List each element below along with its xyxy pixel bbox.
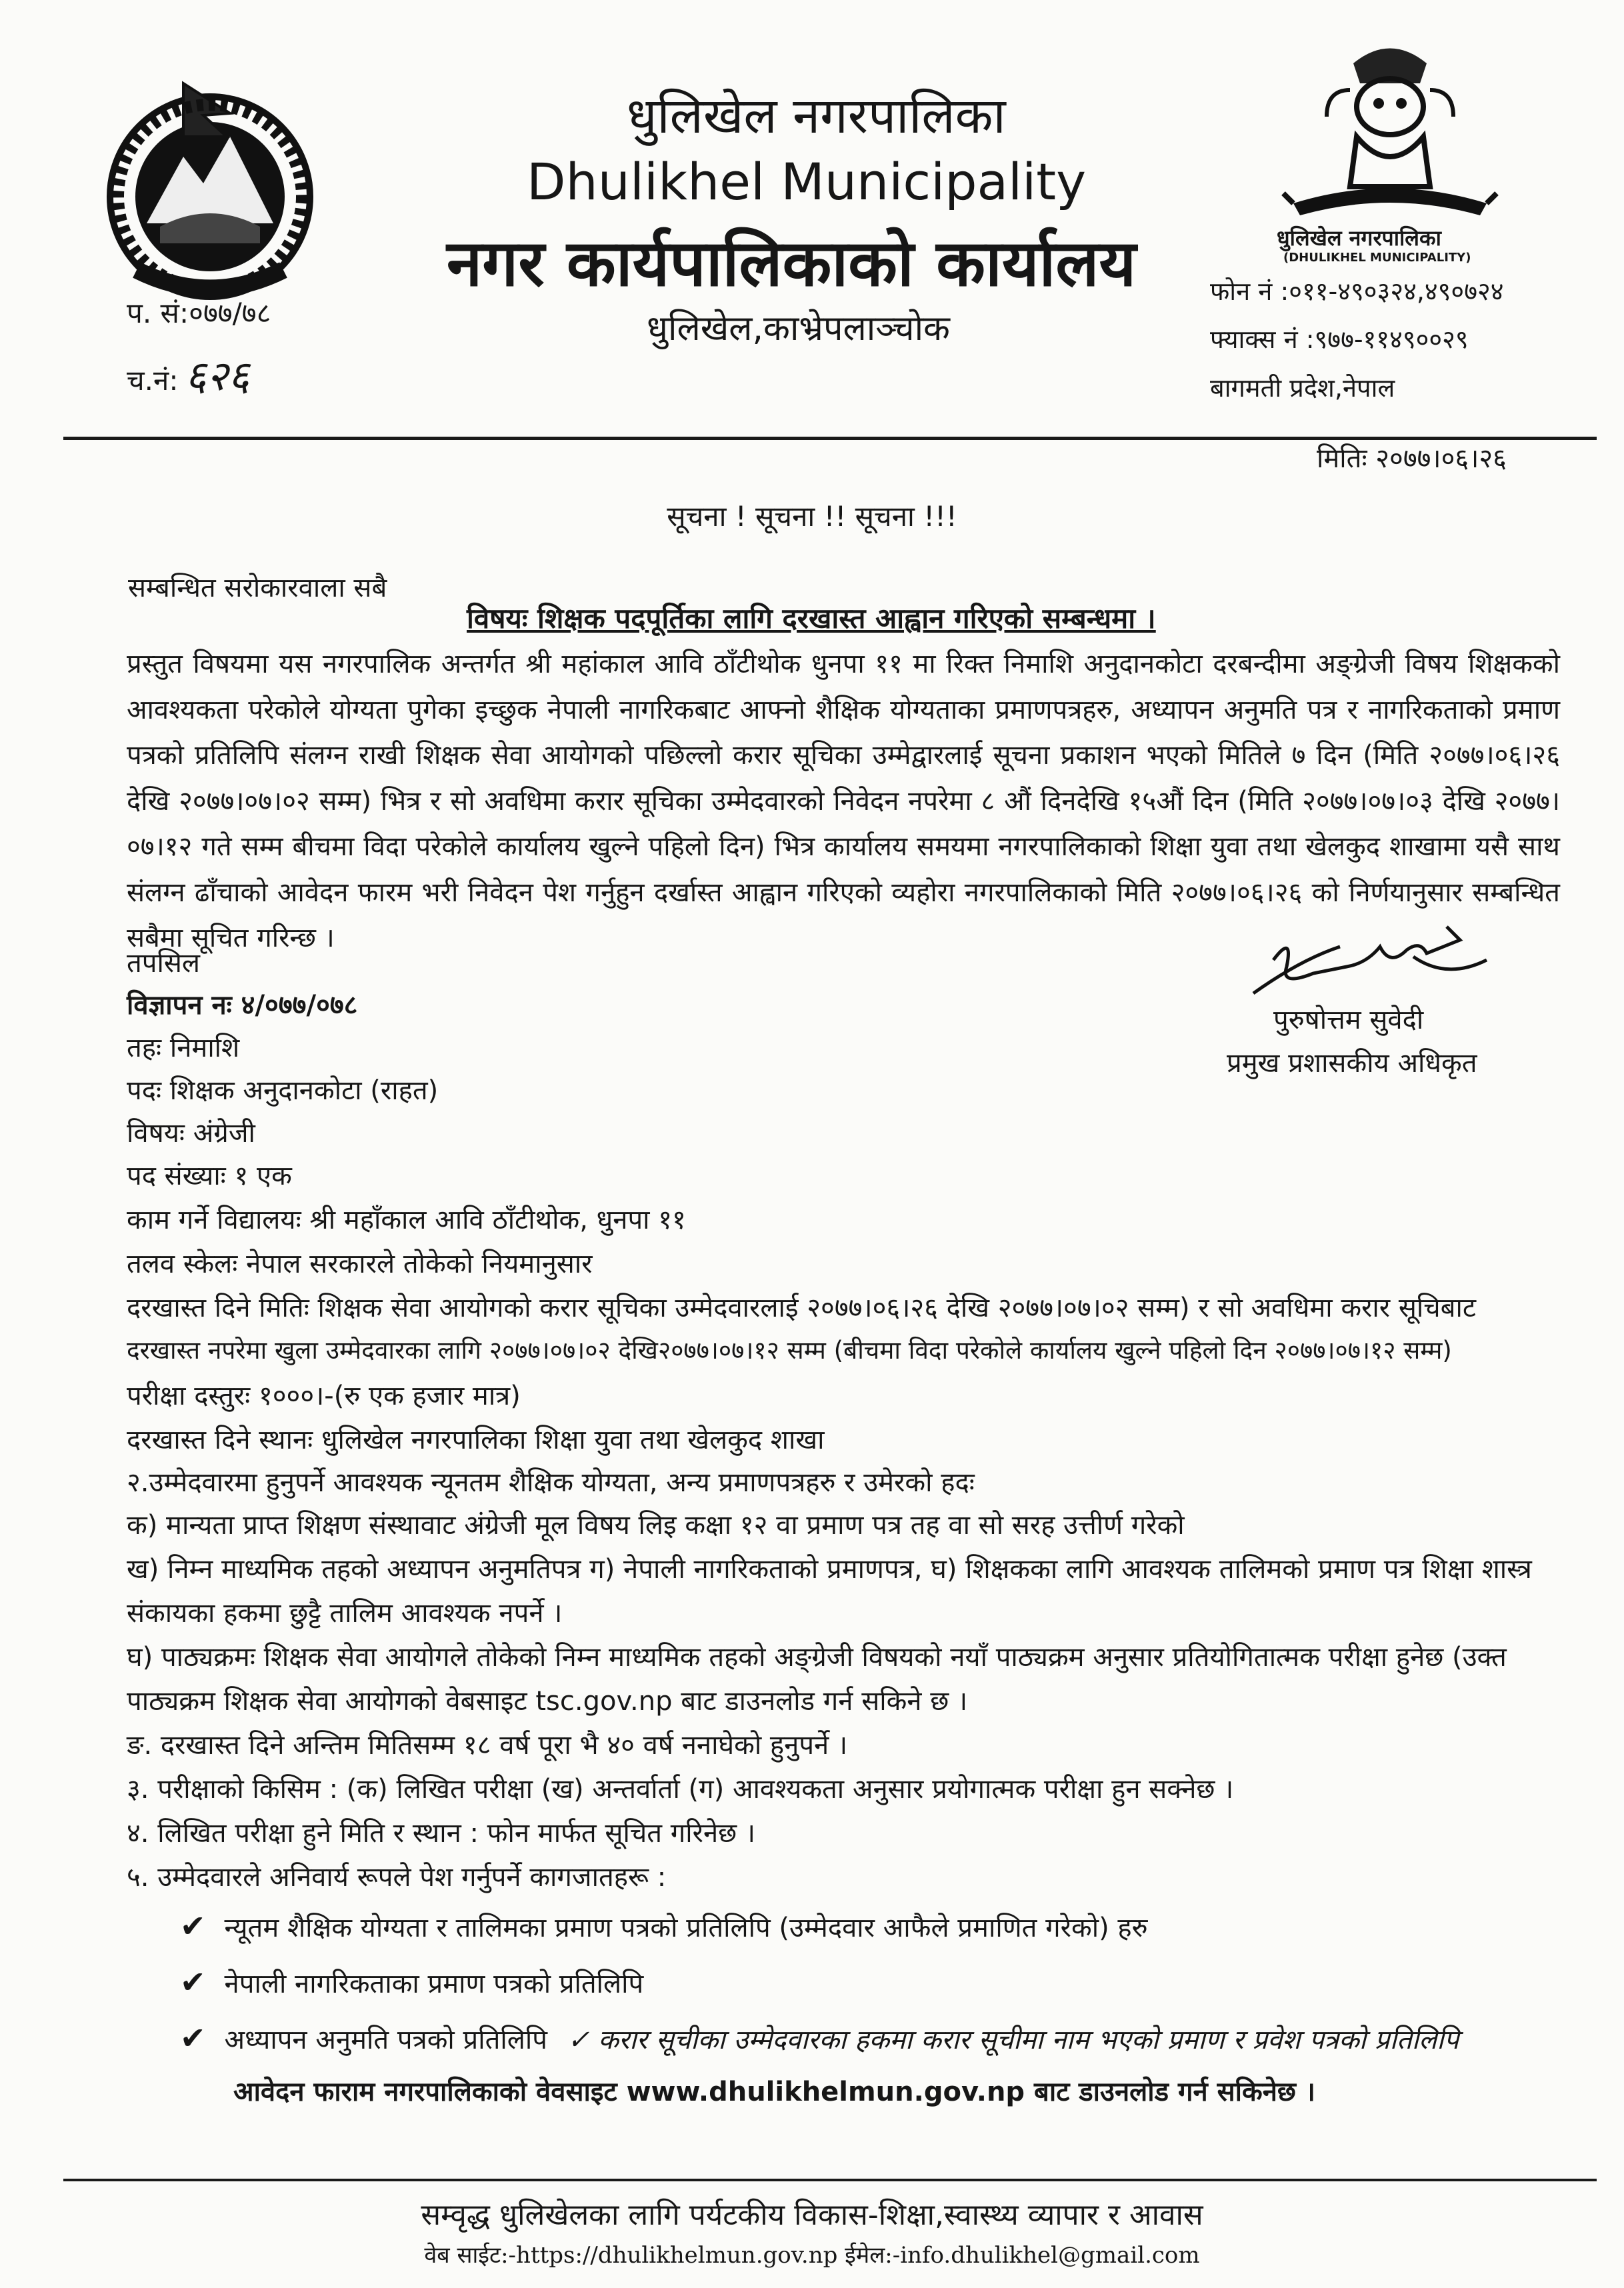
- dispatch-value: ६२६: [185, 351, 250, 400]
- qualification-a: क) मान्यता प्राप्त शिक्षण संस्थावाट अंग्रेजी मूल विषय लिइ कक्षा १२ वा प्रमाण पत्र तह वा सो सरह उत्तीर्ण गरेको: [127, 1510, 1185, 1541]
- advertisement-number: विज्ञापन नः ४/०७७/०७८: [127, 990, 358, 1021]
- qualification-b: ख) निम्न माध्यमिक तहको अध्यापन अनुमतिपत्र ग) नेपाली नागरिकताको प्रमाणपत्र, घ) शिक्षकका लागि आवश्यक तालिमको प्रमाण पत्र शिक्षा शास्त्र: [127, 1554, 1532, 1585]
- qualification-heading: २.उम्मेदवारमा हुनुपर्ने आवश्यक न्यूनतम शैक्षिक योग्यता, अन्य प्रमाणपत्रहरु र उमेरको हदः: [127, 1467, 975, 1498]
- nepal-emblem-logo: [97, 57, 323, 310]
- detail-exam-fee: परीक्षा दस्तुरः १०००।-(रु एक हजार मात्र): [127, 1381, 521, 1411]
- logo-right-caption-en: (DHULIKHEL MUNICIPALITY): [1283, 251, 1471, 265]
- detail-post: पदः शिक्षक अनुदानकोटा (राहत): [127, 1075, 439, 1106]
- qualification-age: ङ. दरखास्त दिने अन्तिम मितिसम्म १८ वर्ष पूरा भै ४० वर्ष ननाघेको हुनुपर्ने ।: [127, 1730, 848, 1761]
- office-location: धुलिखेल,काभ्रेपलाञ्चोक: [647, 309, 950, 349]
- reference-number: प. सं:०७७/७८: [127, 297, 271, 329]
- municipality-name-en: Dhulikhel Municipality: [527, 152, 1087, 211]
- footer-slogan: सम्वृद्ध धुलिखेलका लागि पर्यटकीय विकास-शिक्षा,स्वास्थ्य व्यापार र आवास: [421, 2198, 1203, 2232]
- footer-contact: वेब साईट:-https://dhulikhelmun.gov.np ईमेल:-info.dhulikhel@gmail.com: [424, 2242, 1200, 2269]
- check-icon: ✔: [180, 1908, 206, 1944]
- detail-salary: तलव स्केलः नेपाल सरकारले तोकेको नियमानुसार: [127, 1249, 593, 1279]
- detail-post-count: पद संख्याः १ एक: [127, 1161, 292, 1191]
- document-item: [180, 2020, 1459, 2057]
- check-icon: ✔: [180, 2020, 206, 2056]
- notice-heading: सूचना ! सूचना !! सूचना !!!: [667, 500, 957, 533]
- detail-level: तहः निमाशि: [127, 1033, 240, 1063]
- qualification-curriculum-cont: पाठ्यक्रम शिक्षक सेवा आयोगको वेबसाइट tsc.gov.np बाट डाउनलोड गर्न सकिने छ ।: [127, 1686, 968, 1717]
- signatory-title: प्रमुख प्रशासकीय अधिकृत: [1227, 1048, 1477, 1079]
- qualification-b-cont: संकायका हकमा छुट्टै तालिम आवश्यक नपर्ने ।: [127, 1598, 563, 1629]
- footer-divider: [63, 2179, 1597, 2181]
- document-item: [180, 1964, 643, 2001]
- body-paragraph: प्रस्तुत विषयमा यस नगरपालिक अन्तर्गत श्री महांकाल आवि ठाँटीथोक धुनपा ११ मा रिक्त निमाशि अनुदानकोटा दरबन्दीमा अङ्ग्रेजी विषय शिक्षकको आवश्यकता परेकोले योग्यता पुगेका इच्छुक नेपाली नागरिकबाट आफ्नो शैक्षिक योग्यताका प्रमाणपत्रहरु, अध्यापन अनुमति पत्र र नागरिकताको प्रमाण पत्रको प्रतिलिपि संलग्न राखी शिक्षक सेवा आयोगको पछिल्लो करार सूचिका उम्मेद्वारलाई सूचना प्रकाशन भएको मितिले ७ दिन (मिति २०७७।०६।२६ देखि २०७७।०७।०२ सम्म) भित्र र सो अवधिमा करार सूचिका उम्मेदवारको निवेदन नपरेमा ८ औं दिनदेखि १५औं दिन (मिति २०७७।०७।०३ देखि २०७७।०७।१२ गते सम्म बीचमा विदा परेकोले कार्यालय खुल्ने पहिलो दिन) भित्र कार्यालय समयमा नगरपालिकाको शिक्षा युवा तथा खेलकुद शाखामा यसै साथ संलग्न ढाँचाको आवेदन फारम भरी निवेदन पेश गर्नुहुन दर्खास्त आह्वान गरिएको व्यहोरा नगरपालिकाको मिति २०७७।०६।२६ को निर्णयानुसार सम्बन्धित सबैमा सूचित गरिन्छ ।: [127, 649, 1560, 953]
- document-label: न्यूतम शैक्षिक योग्यता र तालिमका प्रमाण पत्रको प्रतिलिपि (उम्मेदवार आफैले प्रमाणित गरेको) हरु: [224, 1913, 1148, 1943]
- document-label: अध्यापन अनुमति पत्रको प्रतिलिपि: [224, 2025, 547, 2055]
- salutation: सम्बन्धित सरोकारवाला सबै: [128, 573, 387, 603]
- signatory-name: पुरुषोत्तम सुवेदी: [1273, 1005, 1424, 1035]
- exam-date-place: ४. लिखित परीक्षा हुने मिति र स्थान : फोन मार्फत सूचित गरिनेछ ।: [127, 1818, 756, 1849]
- qualification-curriculum: घ) पाठ्यक्रमः शिक्षक सेवा आयोगले तोकेको निम्न माध्यमिक तहको अङ्ग्रेजी विषयको नयाँ पाठ्यक्रम अनुसार प्रतियोगितात्मक परीक्षा हुनेछ (उक्त: [127, 1642, 1507, 1673]
- details-heading: तपसिल: [127, 948, 201, 979]
- province: बागमती प्रदेश,नेपाल: [1210, 373, 1395, 403]
- detail-apply-date: दरखास्त दिने मितिः शिक्षक सेवा आयोगको करार सूचिका उम्मेदवारलाई २०७७।०६।२६ देखि २०७७।०७।०२ सम्म) र सो अवधिमा करार सूचिबाट: [127, 1293, 1476, 1323]
- dispatch-number: [127, 347, 249, 403]
- detail-apply-date-cont: दरखास्त नपरेमा खुला उम्मेदवारका लागि २०७७।०७।०२ देखि२०७७।०७।१२ सम्म (बीचमा विदा परेकोले कार्यालय खुल्ने पहिलो दिन २०७७।०७।१२ सम्म): [127, 1336, 1452, 1365]
- subject-line: विषयः शिक्षक पदपूर्तिका लागि दरखास्त आह्वान गरिएको सम्बन्धमा ।: [467, 602, 1156, 635]
- logo-right-caption: धुलिखेल नगरपालिका: [1277, 225, 1441, 251]
- municipality-name-np: धुलिखेल नगरपालिका: [627, 87, 1006, 145]
- exam-type: ३. परीक्षाको किसिम : (क) लिखित परीक्षा (ख) अन्तर्वार्ता (ग) आवश्यकता अनुसार प्रयोगात्मक परीक्षा हुन सक्नेछ ।: [127, 1774, 1234, 1805]
- form-download-note: आवेदन फाराम नगरपालिकाको वेवसाइट www.dhulikhelmun.gov.np बाट डाउनलोड गर्न सकिनेछ ।: [233, 2077, 1316, 2107]
- handwritten-note: ✓ करार सूचीका उम्मेदवारका हकमा करार सूचीमा नाम भएको प्रमाण र प्रवेश पत्रको प्रतिलिपि: [567, 2025, 1459, 2055]
- document-label: नेपाली नागरिकताका प्रमाण पत्रको प्रतिलिपि: [224, 1969, 644, 1999]
- documents-heading: ५. उम्मेदवारले अनिवार्य रूपले पेश गर्नुपर्ने कागजातहरू :: [127, 1862, 667, 1893]
- detail-apply-place: दरखास्त दिने स्थानः धुलिखेल नगरपालिका शिक्षा युवा तथा खेलकुद शाखा: [127, 1425, 825, 1455]
- letter-date: मितिः २०७७।०६।२६: [1317, 443, 1507, 474]
- phone-number: फोन नं :०११-४९०३२४,४९०७२४: [1210, 277, 1504, 306]
- signature: [1247, 920, 1500, 1007]
- municipality-deity-logo: [1280, 37, 1500, 230]
- detail-school: काम गर्ने विद्यालयः श्री महाँकाल आवि ठाँटीथोक, धुनपा ११: [127, 1205, 686, 1235]
- detail-subject: विषयः अंग्रेजी: [127, 1118, 255, 1149]
- check-icon: ✔: [180, 1964, 206, 2000]
- dispatch-label: च.नं:: [127, 364, 179, 397]
- fax-number: फ्याक्स नं :९७७-११४९००२९: [1210, 325, 1469, 354]
- document-item: [180, 1908, 1148, 1945]
- office-title: नगर कार्यपालिकाको कार्यालय: [447, 226, 1137, 301]
